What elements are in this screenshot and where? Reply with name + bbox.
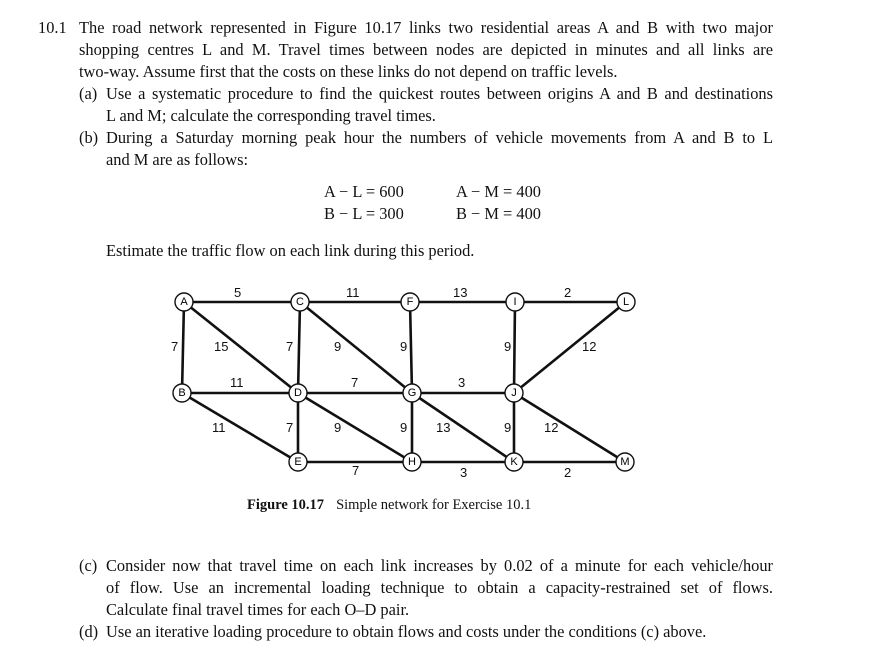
intro-line-2: shopping centres L and M. Travel times between nodes are depicted in minutes and all links are [79, 40, 773, 59]
link-j-m [514, 393, 625, 462]
time-f-i: 13 [453, 285, 468, 300]
part-b-label: (b) [79, 128, 99, 147]
node-j-label: J [511, 387, 517, 399]
node-g [403, 384, 421, 402]
node-d-label: D [294, 387, 302, 399]
node-c-label: C [296, 296, 304, 308]
time-g-j: 3 [458, 375, 466, 390]
node-b-label: B [178, 387, 186, 399]
time-f-g: 9 [400, 339, 408, 354]
node-h-label: H [408, 456, 416, 468]
node-m-label: M [620, 456, 630, 468]
node-l-label: L [622, 296, 630, 308]
figure-caption-label: Figure 10.17 [247, 497, 325, 513]
time-c-f: 11 [346, 285, 360, 300]
node-d [289, 384, 307, 402]
part-a-line-2: L and M; calculate the corresponding travel times. [106, 106, 436, 125]
link-a-b [182, 302, 184, 393]
time-a-b: 7 [171, 339, 179, 354]
node-i [506, 293, 524, 311]
intro-line-3: two-way. Assume first that the costs on these links do not depend on traffic levels. [79, 62, 618, 81]
node-k-label: K [510, 456, 518, 468]
network-links [182, 302, 626, 462]
link-i-j [514, 302, 515, 393]
part-c-label: (c) [79, 556, 98, 575]
node-f-label: F [406, 296, 414, 308]
time-i-l: 2 [564, 285, 572, 300]
link-b-e [182, 393, 298, 462]
link-j-l [514, 302, 626, 393]
part-d-line-1: Use an iterative loading procedure to obtain flows and costs under the conditions (c) above. [106, 622, 707, 641]
time-e-h: 7 [352, 463, 360, 478]
node-m [616, 453, 634, 471]
time-g-k: 13 [436, 420, 451, 435]
link-c-d [298, 302, 300, 393]
flow-a-m: A − M = 400 [456, 182, 541, 201]
node-e-label: E [294, 456, 302, 468]
time-h-k: 3 [460, 465, 468, 480]
time-k-m: 2 [564, 465, 572, 480]
node-a-label: A [180, 296, 188, 308]
node-f [401, 293, 419, 311]
node-k [505, 453, 523, 471]
figure-caption-text: Simple network for Exercise 10.1 [336, 497, 532, 513]
time-b-d: 11 [230, 375, 244, 390]
node-l [617, 293, 635, 311]
time-j-l: 12 [582, 339, 597, 354]
intro-line-1: The road network represented in Figure 10.17 links two residential areas A and B with two major [79, 18, 773, 37]
time-g-h: 9 [400, 420, 408, 435]
part-c-line-2: of flow. Use an incremental loading technique to obtain a capacity-restrained set of flows. [106, 578, 773, 597]
time-a-c: 5 [234, 285, 242, 300]
node-j [505, 384, 523, 402]
time-d-g: 7 [351, 375, 359, 390]
node-g-label: G [407, 387, 417, 399]
part-c-line-1: Consider now that travel time on each link increases by 0.02 of a minute for each vehicle/hour [106, 556, 773, 575]
part-a-label: (a) [79, 84, 98, 103]
time-d-e: 7 [286, 420, 294, 435]
link-f-g [410, 302, 412, 393]
node-a [175, 293, 193, 311]
node-i-label: I [513, 296, 517, 308]
part-d-label: (d) [79, 622, 99, 641]
network-link-times [171, 285, 596, 480]
time-c-g: 9 [334, 339, 342, 354]
part-c-line-3: Calculate final travel times for each O–D pair. [106, 600, 410, 619]
time-c-d: 7 [286, 339, 294, 354]
time-d-h: 9 [334, 420, 342, 435]
exercise-number: 10.1 [38, 18, 67, 37]
part-a-line-1: Use a systematic procedure to find the quickest routes between origins A and B and destinations [106, 84, 773, 103]
link-g-k [412, 393, 514, 462]
node-e [289, 453, 307, 471]
flow-b-l: B − L = 300 [324, 204, 404, 223]
time-j-m: 12 [544, 420, 559, 435]
part-b-line-1: During a Saturday morning peak hour the numbers of vehicle movements from A and B to L [106, 128, 773, 147]
time-a-d: 15 [214, 339, 229, 354]
node-h [403, 453, 421, 471]
time-b-e: 11 [212, 420, 226, 435]
part-b-line-2: and M are as follows: [106, 150, 249, 169]
link-d-h [298, 393, 412, 462]
time-j-k: 9 [504, 420, 512, 435]
flow-b-m: B − M = 400 [456, 204, 541, 223]
figure-caption [247, 496, 531, 514]
time-i-j: 9 [504, 339, 512, 354]
node-b [173, 384, 191, 402]
node-c [291, 293, 309, 311]
estimate-line: Estimate the traffic flow on each link during this period. [106, 241, 475, 260]
flow-a-l: A − L = 600 [324, 182, 404, 201]
